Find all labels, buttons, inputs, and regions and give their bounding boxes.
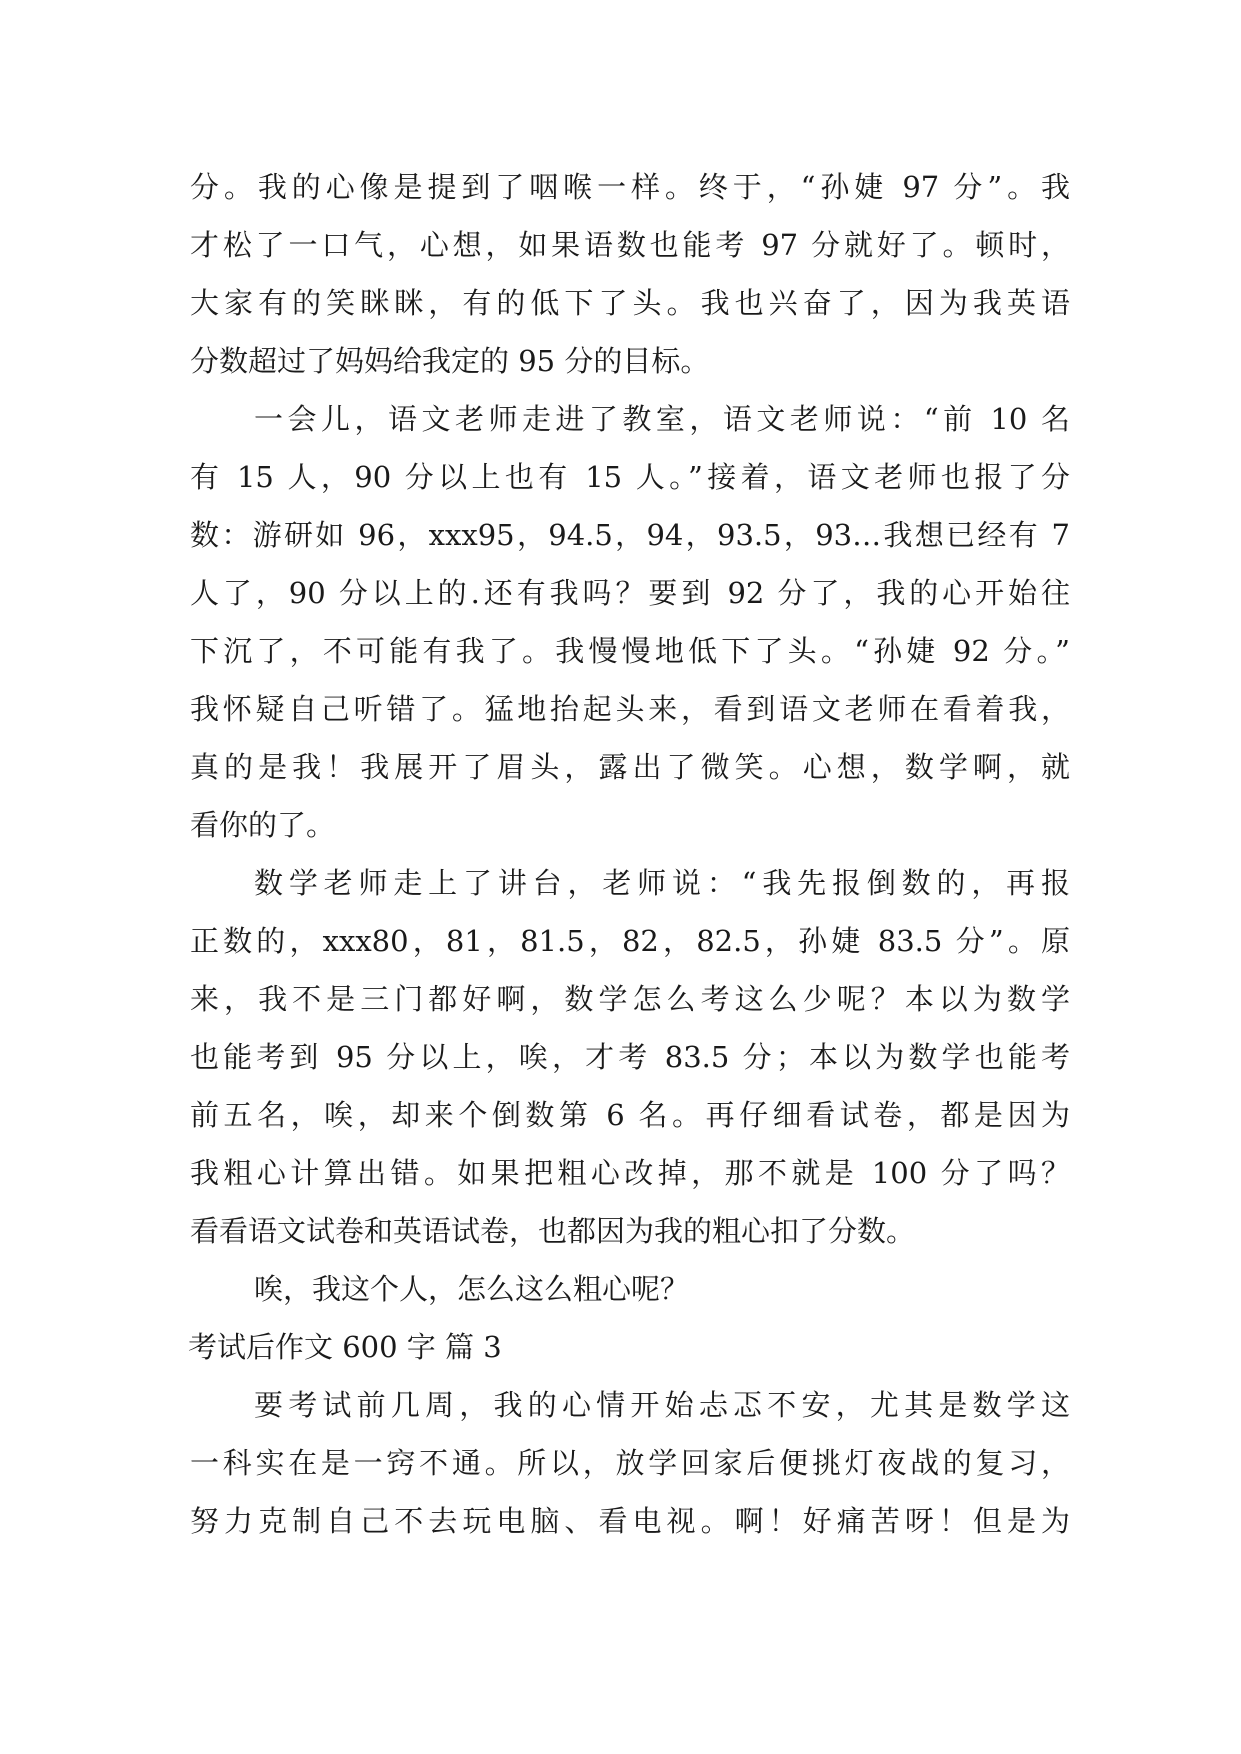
text-line: 真的是我！我展开了眉头，露出了微笑。心想，数学啊，就 — [190, 750, 1070, 784]
text-line: 数：游研如 96，xxx95，94.5，94，93.5，93…我想已经有 7 — [190, 518, 1070, 552]
text-line: 努力克制自己不去玩电脑、看电视。啊！好痛苦呀！但是为 — [190, 1504, 1070, 1538]
paragraph-start-line: 一会儿，语文老师走进了教室，语文老师说：“前 10 名 — [254, 402, 1070, 436]
text-line: 一科实在是一窍不通。所以，放学回家后便挑灯夜战的复习， — [190, 1446, 1070, 1480]
text-line: 正数的，xxx80，81，81.5，82，82.5，孙婕 83.5 分”。原 — [190, 924, 1070, 958]
text-line: 分数超过了妈妈给我定的 95 分的目标。 — [190, 344, 710, 378]
document-page — [190, 158, 1070, 1550]
text-line: 看看语文试卷和英语试卷，也都因为我的粗心扣了分数。 — [190, 1214, 916, 1248]
text-line: 人了，90 分以上的.还有我吗？要到 92 分了，我的心开始往 — [190, 576, 1070, 610]
text-line: 分。我的心像是提到了咽喉一样。终于，“孙婕 97 分”。我 — [190, 170, 1070, 204]
text-line: 也能考到 95 分以上，唉，才考 83.5 分；本以为数学也能考 — [190, 1040, 1070, 1074]
text-line: 来，我不是三门都好啊，数学怎么考这么少呢？本以为数学 — [190, 982, 1070, 1016]
text-line: 前五名，唉，却来个倒数第 6 名。再仔细看试卷，都是因为 — [190, 1098, 1070, 1132]
paragraph-start-line: 要考试前几周，我的心情开始忐忑不安，尤其是数学这 — [254, 1388, 1070, 1422]
text-line: 有 15 人，90 分以上也有 15 人。”接着，语文老师也报了分 — [190, 460, 1070, 494]
text-line: 才松了一口气，心想，如果语数也能考 97 分就好了。顿时， — [190, 228, 1070, 262]
paragraph-start-line: 唉，我这个人，怎么这么粗心呢？ — [254, 1272, 690, 1306]
text-line: 我粗心计算出错。如果把粗心改掉，那不就是 100 分了吗？ — [190, 1156, 1070, 1190]
text-line: 下沉了，不可能有我了。我慢慢地低下了头。“孙婕 92 分。” — [190, 634, 1070, 668]
text-line: 我怀疑自己听错了。猛地抬起头来，看到语文老师在看着我， — [190, 692, 1070, 726]
text-line: 大家有的笑眯眯，有的低下了头。我也兴奋了，因为我英语 — [190, 286, 1070, 320]
section-heading: 考试后作文 600 字 篇 3 — [188, 1330, 502, 1364]
text-line: 看你的了。 — [190, 808, 336, 842]
paragraph-start-line: 数学老师走上了讲台，老师说：“我先报倒数的，再报 — [254, 866, 1070, 900]
